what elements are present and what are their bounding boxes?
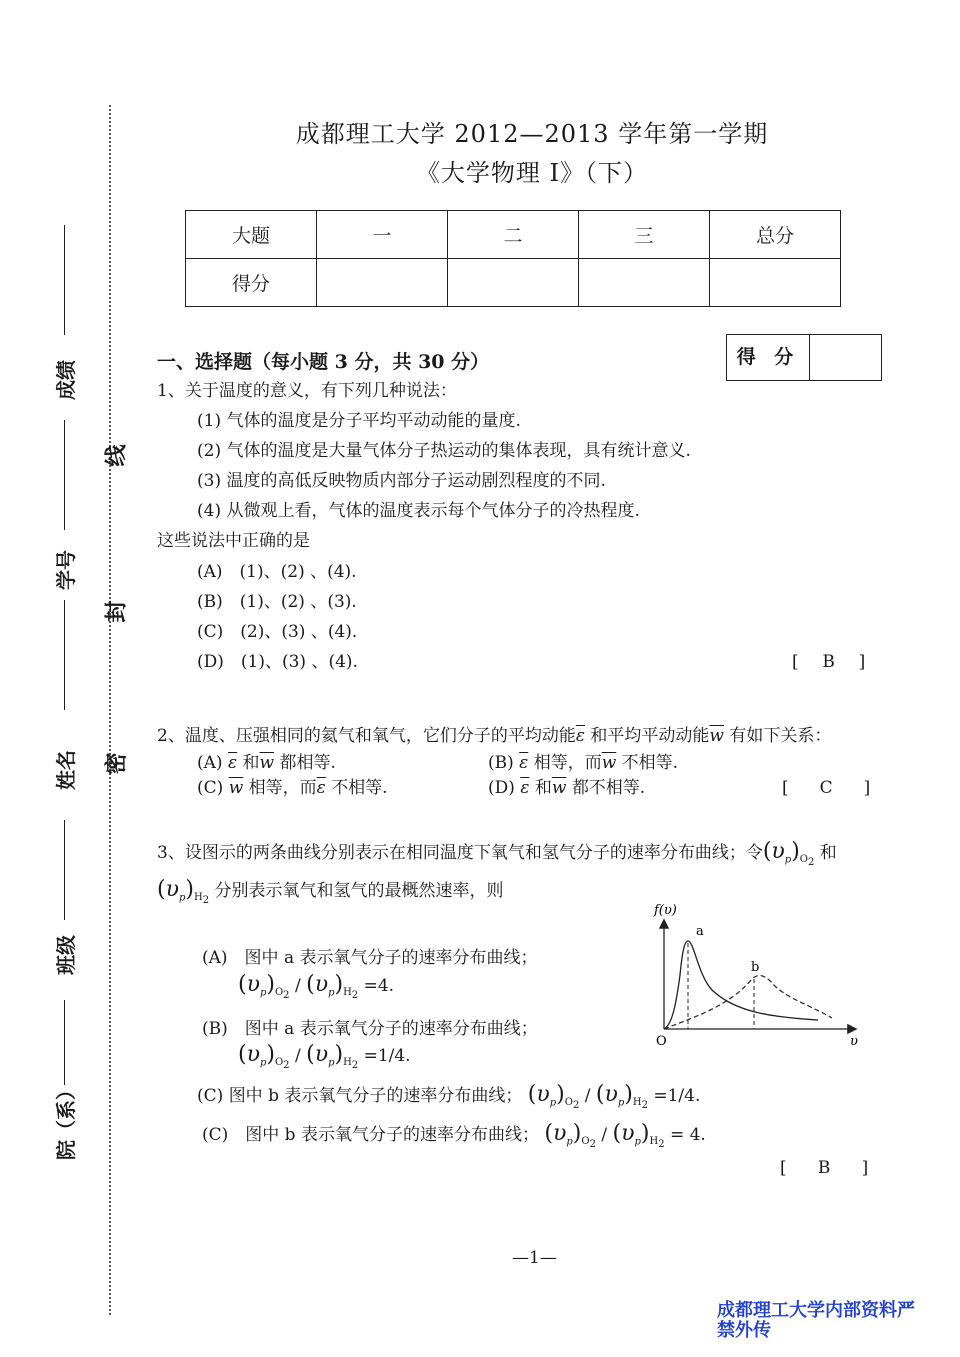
- paren: ): [624, 1082, 633, 1107]
- ratio: $(\upsilon_p)_{O_2} / (\upsilon_p)_{H_2} = 4$.: [544, 1121, 706, 1151]
- text: 相等，而: [248, 778, 317, 798]
- score-header-cell: 一: [317, 211, 448, 259]
- text: 图中 b 表示氧气分子的速率分布曲线；: [245, 1125, 539, 1145]
- v: υ: [314, 972, 329, 997]
- paren: ): [572, 1121, 582, 1146]
- notice-line1: 成都理工大学内部资料严: [717, 1300, 915, 1321]
- q3-option-b-ratio: $(\upsilon_p)_{O_2} / (\upsilon_p)_{H_2} =1/4$.: [238, 1042, 411, 1072]
- o: O: [799, 854, 808, 866]
- sub-n: 2: [589, 1139, 596, 1151]
- score-table: [185, 210, 841, 307]
- q1-option-b: (B) (1)、(2) 、(3).: [197, 592, 357, 612]
- speed-distribution-figure: [640, 895, 870, 1055]
- origin-label: O: [656, 1034, 667, 1049]
- page-number: —1—: [512, 1248, 557, 1268]
- curve-b-label: b: [751, 960, 760, 975]
- q2-option-c: [197, 778, 388, 798]
- section-heading: 一、选择题（每小题 3 分，共 30 分）: [157, 351, 490, 373]
- sub: H: [343, 987, 352, 999]
- q2-option-b: [488, 753, 678, 773]
- paren: (: [544, 1121, 553, 1146]
- q1-statement: (1) 气体的温度是分子平均平动动能的量度.: [197, 411, 521, 431]
- field-label-name: 姓名: [54, 750, 78, 790]
- field-label-score: 成绩: [54, 360, 78, 400]
- text: 和: [534, 778, 552, 798]
- w-bar: $\overline{w}$: [601, 753, 617, 773]
- text: 都不相等.: [571, 778, 646, 798]
- q1-answer-bracket: [ B ]: [792, 652, 866, 672]
- n: 2: [202, 895, 210, 907]
- sub-n: 2: [283, 1060, 290, 1072]
- field-line-class[interactable]: [64, 820, 65, 920]
- field-label-department: 院（系）: [54, 1080, 78, 1160]
- q1-stem: 1、关于温度的意义，有下列几种说法：: [157, 381, 457, 401]
- p: p: [328, 1057, 335, 1069]
- q2-stem-text: 有如下关系：: [729, 726, 832, 746]
- label: (C): [202, 1125, 229, 1145]
- w-bar: $\overline{w}$: [228, 778, 244, 798]
- paren: (: [595, 1082, 605, 1107]
- q1-option-c: (C) (2)、(3) 、(4).: [197, 622, 358, 642]
- x-axis-label: υ: [850, 1034, 858, 1049]
- sub-n: 2: [658, 1139, 665, 1151]
- q2-answer-bracket: [ C ]: [782, 778, 871, 798]
- w-bar: $\overline{w}$: [709, 726, 724, 746]
- q2-stem-text: 和平均平动动能: [590, 726, 710, 746]
- q3-option-b: [202, 1019, 538, 1039]
- p: p: [784, 854, 792, 866]
- score-cell[interactable]: [579, 259, 710, 307]
- ratio: $(\upsilon_p)_{O_2} / (\upsilon_p)_{H_2} =1/4$.: [527, 1082, 701, 1112]
- v: υ: [621, 1121, 635, 1146]
- q2-stem-text: 2、温度、压强相同的氦气和氧气，它们分子的平均动能: [157, 726, 576, 746]
- q3-option-c: [197, 1082, 701, 1116]
- q3-stem-line1: 3、设图示的两条曲线分别表示在相同温度下氧气和氢气分子的速率分布曲线；令$(\upsilon_p)_{O_2}$ 和: [157, 839, 837, 869]
- text: 图中 a 表示氧气分子的速率分布曲线；: [244, 948, 538, 968]
- field-line-student-id[interactable]: [64, 420, 65, 530]
- text: 不相等.: [331, 778, 388, 798]
- w-bar: $\overline{w}$: [259, 753, 275, 773]
- label: (B): [202, 1019, 228, 1039]
- paren: ): [640, 1121, 650, 1146]
- label: (B): [488, 753, 514, 773]
- q2-option-d: [488, 778, 645, 798]
- curve-b: [664, 976, 832, 1029]
- text: 图中 a 表示氧气分子的速率分布曲线；: [244, 1019, 538, 1039]
- text: 不相等.: [621, 753, 679, 773]
- score-cell[interactable]: [710, 259, 841, 307]
- label: (A): [197, 753, 223, 773]
- field-line-name[interactable]: [64, 600, 65, 710]
- q3-answer: B: [817, 1158, 831, 1178]
- q3-answer-bracket: [ B ]: [780, 1158, 869, 1178]
- epsilon-bar: $\overline{\varepsilon}$: [316, 778, 326, 798]
- v: υ: [536, 1082, 550, 1107]
- field-label-class: 班级: [54, 935, 78, 975]
- text: 相等，而: [533, 753, 602, 773]
- curve-a: [664, 941, 818, 1029]
- sub: O: [564, 1097, 573, 1109]
- seal-char-mi: 密: [103, 752, 130, 775]
- q3-option-d: [202, 1121, 706, 1155]
- p: p: [566, 1136, 573, 1148]
- sub: H: [649, 1136, 659, 1148]
- sub-n: 2: [351, 990, 359, 1002]
- label: (C): [197, 778, 224, 798]
- sub-n: 2: [572, 1100, 580, 1112]
- paren: ): [334, 972, 344, 997]
- paren: (: [238, 972, 247, 997]
- p: p: [549, 1097, 557, 1109]
- q1-statement: (3) 温度的高低反映物质内部分子运动剧烈程度的不同.: [197, 471, 606, 491]
- label: (D): [488, 778, 515, 798]
- seal-char-feng: 封: [103, 600, 130, 623]
- q3-stem-line2: $(\upsilon_p)_{H_2}$ 分别表示氧气和氢气的最概然速率，则: [157, 877, 504, 907]
- field-label-student-id: 学号: [54, 550, 78, 590]
- score-header-cell: 大题: [186, 211, 317, 259]
- field-line-score[interactable]: [64, 225, 65, 335]
- score-cell[interactable]: [317, 259, 448, 307]
- score-cell[interactable]: [448, 259, 579, 307]
- paren: ): [266, 1042, 275, 1067]
- q1-option-d: (D) (1)、(3) 、(4).: [197, 652, 358, 672]
- ratio-value: =1/4.: [363, 1046, 411, 1066]
- label: (C): [197, 1086, 224, 1106]
- ratio-value: =4.: [363, 976, 395, 996]
- paren: (: [306, 1042, 315, 1067]
- epsilon-bar: $\overline{\varepsilon}$: [575, 726, 585, 746]
- epsilon-bar: $\overline{\varepsilon}$: [519, 753, 529, 773]
- paren: ): [334, 1042, 344, 1067]
- text: 都相等.: [279, 753, 336, 773]
- q3-stem-text: 分别表示氧气和氢气的最概然速率，则: [214, 881, 504, 901]
- epsilon-bar: $\overline{\varepsilon}$: [227, 753, 238, 773]
- w-bar: $\overline{w}$: [551, 778, 567, 798]
- q1-option-a: (A) (1)、(2) 、(4).: [197, 562, 357, 582]
- section-score-box: [726, 334, 882, 381]
- sub: O: [581, 1136, 590, 1148]
- h: H: [193, 892, 203, 904]
- ratio-value: =1/4.: [653, 1086, 701, 1106]
- q3-option-a: [202, 948, 538, 968]
- score-row-label: 得分: [186, 259, 317, 307]
- paren: ): [266, 972, 275, 997]
- sub-n: 2: [351, 1060, 359, 1072]
- v: υ: [165, 877, 179, 902]
- ratio-value: = 4.: [669, 1125, 706, 1145]
- paren: (: [306, 972, 315, 997]
- v: υ: [604, 1082, 618, 1107]
- q1-statement: (4) 从微观上看，气体的温度表示每个气体分子的冷热程度.: [197, 501, 640, 521]
- q2-stem: [157, 726, 831, 746]
- paren: ): [556, 1082, 565, 1107]
- paren: (: [527, 1082, 537, 1107]
- n: 2: [808, 857, 815, 869]
- sub: O: [274, 987, 284, 999]
- q2-option-a: [197, 753, 336, 773]
- v: υ: [246, 1042, 260, 1067]
- p: p: [178, 892, 186, 904]
- v: υ: [771, 839, 785, 864]
- q2-answer: C: [819, 778, 833, 798]
- text: 图中 b 表示氧气分子的速率分布曲线；: [228, 1086, 523, 1106]
- notice-line2: 禁外传: [717, 1320, 771, 1341]
- sub: H: [632, 1097, 642, 1109]
- sub: O: [274, 1057, 284, 1069]
- course-title: 《大学物理 I》（下）: [415, 159, 649, 187]
- score-header-cell: 三: [579, 211, 710, 259]
- p: p: [328, 987, 335, 999]
- paren: (: [612, 1121, 622, 1146]
- v: υ: [314, 1042, 329, 1067]
- p: p: [617, 1097, 625, 1109]
- curve-a-label: a: [696, 924, 704, 939]
- score-header-cell: 二: [448, 211, 579, 259]
- q3-stem-text: 和: [819, 843, 837, 863]
- paren: (: [238, 1042, 247, 1067]
- v: υ: [552, 1121, 567, 1146]
- sub-n: 2: [641, 1100, 648, 1112]
- page-title: 成都理工大学 2012—2013 学年第一学期: [295, 120, 769, 148]
- v: υ: [246, 972, 260, 997]
- q1-prompt: 这些说法中正确的是: [157, 531, 310, 551]
- p: p: [259, 987, 267, 999]
- p: p: [634, 1136, 641, 1148]
- sub-n: 2: [283, 990, 290, 1002]
- p: p: [259, 1057, 267, 1069]
- text: 和: [242, 753, 260, 773]
- epsilon-bar: $\overline{\varepsilon}$: [520, 778, 530, 798]
- field-line-department[interactable]: [64, 1000, 65, 1085]
- binding-dotted-line: [109, 105, 111, 1315]
- q3-stem-text: 3、设图示的两条曲线分别表示在相同温度下氧气和氢气分子的速率分布曲线；令: [157, 843, 763, 863]
- q3-option-a-ratio: $(\upsilon_p)_{O_2} / (\upsilon_p)_{H_2} =4$.: [238, 972, 395, 1002]
- label: (A): [202, 948, 228, 968]
- y-axis-label: f(υ): [654, 903, 677, 918]
- seal-char-xian: 线: [103, 444, 130, 467]
- score-header-cell: 总分: [710, 211, 841, 259]
- sub: H: [343, 1057, 352, 1069]
- q1-statement: (2) 气体的温度是大量气体分子热运动的集体表现，具有统计意义.: [197, 441, 691, 461]
- score-box-label: 得 分: [727, 335, 810, 380]
- q1-answer: B: [822, 652, 835, 672]
